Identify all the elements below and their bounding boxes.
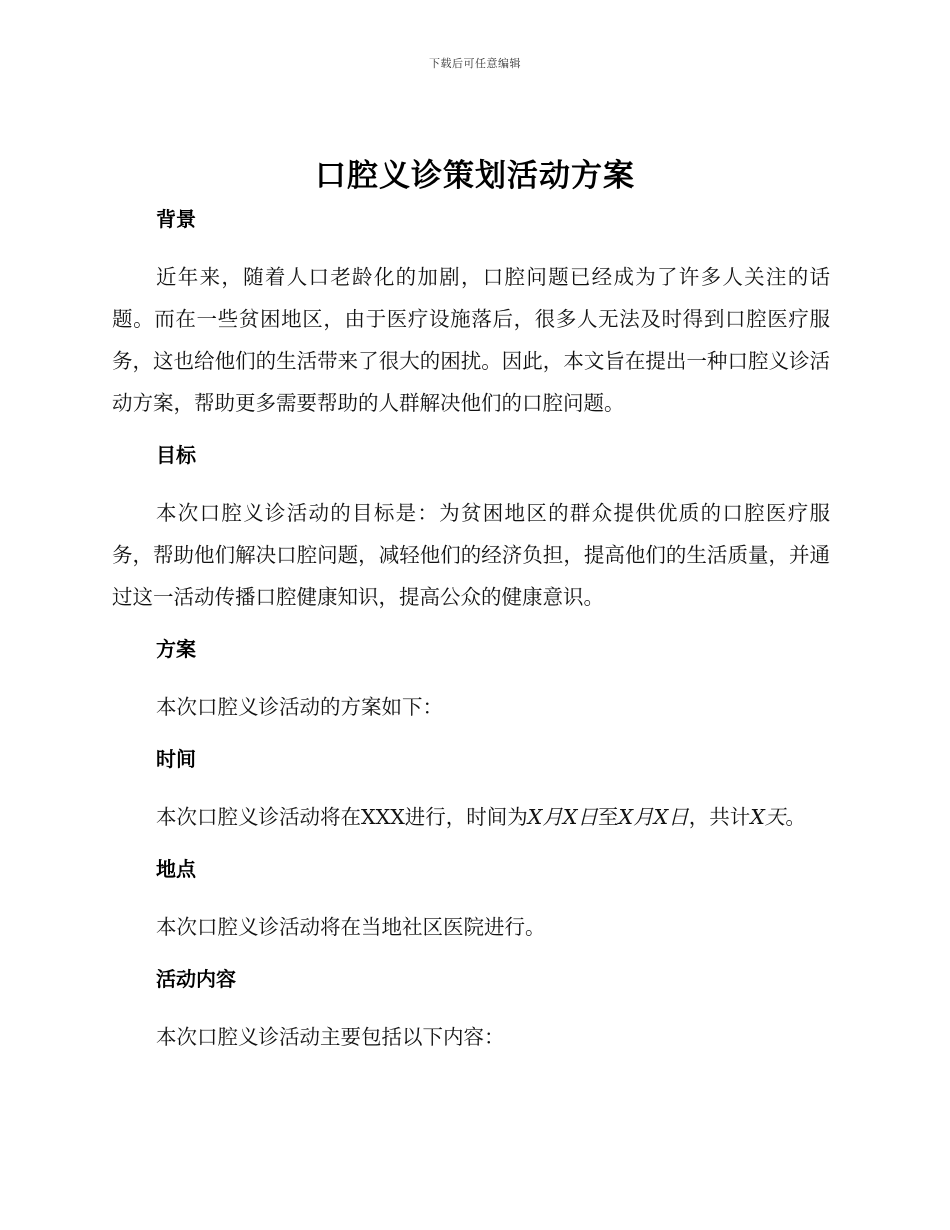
section-heading-location: 地点 — [156, 857, 196, 881]
section-heading-plan: 方案 — [156, 637, 196, 661]
time-duration: X天 — [750, 805, 786, 829]
document-title: 口腔义诊策划活动方案 — [315, 158, 635, 194]
section-text-background: 近年来，随着人口老龄化的加剧，口腔问题已经成为了许多人关注的话题。而在一些贫困地区，由于医疗设施落后，很多人无法及时得到口腔医疗服务，这也给他们的生活带来了很大的困扰。因此，本文旨在提出一种口腔义诊活动方案，帮助更多需要帮助的人群解决他们的口腔问题。 — [112, 265, 830, 415]
section-text-plan: 本次口腔义诊活动的方案如下： — [156, 695, 443, 719]
section-heading-goal: 目标 — [156, 443, 196, 467]
section-text-location: 本次口腔义诊活动将在当地社区医院进行。 — [156, 915, 546, 939]
time-text-prefix: 本次口腔义诊活动将在XXX进行，时间为 — [156, 805, 528, 829]
time-text-suffix: 。 — [785, 805, 806, 829]
time-text-mid: 至 — [598, 805, 619, 829]
section-heading-background: 背景 — [156, 207, 196, 231]
document-body — [112, 204, 830, 1074]
time-text-mid2: ，共计 — [688, 805, 751, 829]
time-end-date: X月X日 — [618, 805, 689, 829]
section-heading-time: 时间 — [156, 747, 196, 771]
section-text-content: 本次口腔义诊活动主要包括以下内容： — [156, 1025, 505, 1049]
section-heading-content: 活动内容 — [156, 967, 236, 991]
time-start-date: X月X日 — [527, 805, 598, 829]
section-text-time — [112, 796, 830, 838]
section-text-goal: 本次口腔义诊活动的目标是：为贫困地区的群众提供优质的口腔医疗服务，帮助他们解决口腔问题，减轻他们的经济负担，提高他们的生活质量，并通过这一活动传播口腔健康知识，提高公众的健康意识。 — [112, 501, 830, 609]
header-note: 下载后可任意编辑 — [429, 57, 521, 70]
